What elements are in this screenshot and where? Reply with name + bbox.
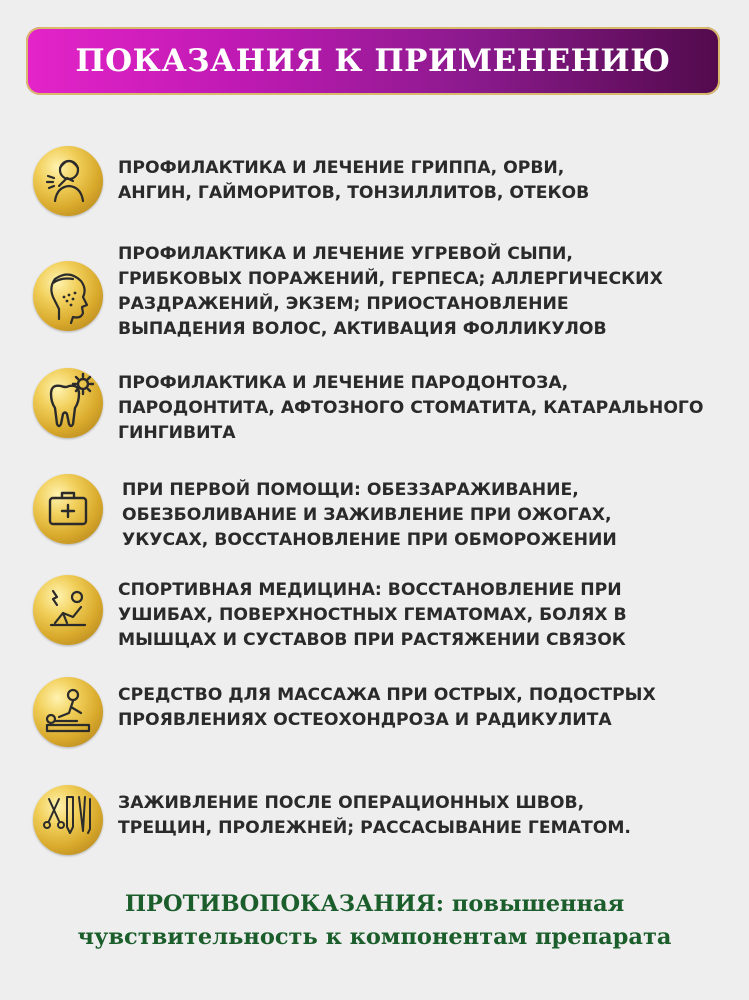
indication-text: ПРОФИЛАКТИКА И ЛЕЧЕНИЕ УГРЕВОЙ СЫПИ, ГРИБКОВЫХ ПОРАЖЕНИЙ, ГЕРПЕСА; АЛЛЕРГИЧЕСКИХ РАЗДРАЖЕНИЙ, ЭКЗЕМ; ПРИОСТАНОВЛЕНИЕ ВЫПАДЕНИЯ ВОЛОС, АКТИВАЦИЯ ФОЛЛИКУЛОВ (118, 244, 663, 339)
indication-text: ЗАЖИВЛЕНИЕ ПОСЛЕ ОПЕРАЦИОННЫХ ШВОВ, ТРЕЩИН, ПРОЛЕЖНЕЙ; РАССАСЫВАНИЕ ГЕМАТОМ. (118, 793, 631, 838)
indication-text: ПРОФИЛАКТИКА И ЛЕЧЕНИЕ ПАРОДОНТОЗА, ПАРОДОНТИТА, АФТОЗНОГО СТОМАТИТА, КАТАРАЛЬНОГО ГИНГИВИТА (118, 373, 704, 443)
indication-text: СРЕДСТВО ДЛЯ МАССАЖА ПРИ ОСТРЫХ, ПОДОСТРЫХ ПРОЯВЛЕНИЯХ ОСТЕОХОНДРОЗА И РАДИКУЛИТА (118, 685, 656, 730)
indication-text: ПРИ ПЕРВОЙ ПОМОЩИ: ОБЕЗЗАРАЖИВАНИЕ, ОБЕЗБОЛИВАНИЕ И ЗАЖИВЛЕНИЕ ПРИ ОЖОГАХ, УКУСАХ, ВОССТАНОВЛЕНИЕ ПРИ ОБМОРОЖЕНИИ (122, 480, 617, 550)
indication-text: ПРОФИЛАКТИКА И ЛЕЧЕНИЕ ГРИППА, ОРВИ, АНГИН, ГАЙМОРИТОВ, ТОНЗИЛЛИТОВ, ОТЕКОВ (118, 158, 590, 203)
first-aid-kit-icon (33, 474, 103, 544)
face-skin-icon (33, 261, 103, 331)
contraindications-text: ПРОТИВОПОКАЗАНИЯ: повышенная чувствительность к компонентам препарата (77, 891, 672, 950)
sports-injury-icon (33, 575, 103, 645)
massage-icon (33, 677, 103, 747)
tooth-icon (33, 368, 103, 438)
sick-person-icon (33, 146, 103, 216)
page-title: ПОКАЗАНИЯ К ПРИМЕНЕНИЮ (75, 43, 671, 79)
indication-text: СПОРТИВНАЯ МЕДИЦИНА: ВОССТАНОВЛЕНИЕ ПРИ УШИБАХ, ПОВЕРХНОСТНЫХ ГЕМАТОМАХ, БОЛЯХ В МЫШЦАХ И СУСТАВОВ ПРИ РАСТЯЖЕНИИ СВЯЗОК (118, 580, 627, 650)
surgical-tools-icon (33, 785, 103, 855)
header-banner (26, 27, 720, 95)
